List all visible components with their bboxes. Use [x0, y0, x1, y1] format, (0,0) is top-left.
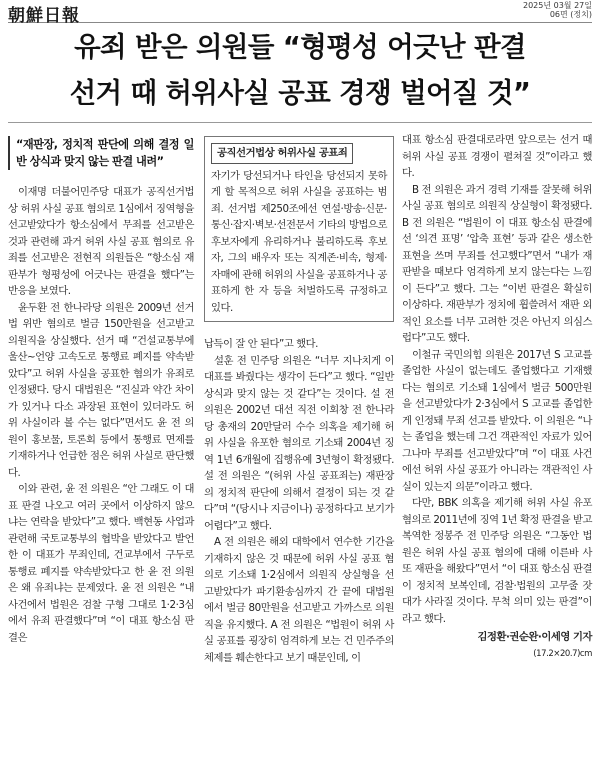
paragraph: 이재명 더불어민주당 대표가 공직선거법상 허위 사실 공표 혐의로 1심에서 징역형을 선고받았다가 항소심에서 무죄를 선고받은 것과 관련해 과거 허위 사실 공표 혐의로 유죄를 선고받은 전현직 의원들은 “항소심 재판부가 형평성에 어긋나는 판결을 했다”는 반응을 보였다.	[8, 186, 194, 297]
article-size: (17.2×20.7)cm	[533, 648, 592, 659]
page-section: 06면 (정치)	[549, 10, 592, 19]
issue-meta	[523, 1, 592, 19]
explainer-box-body: 자기가 당선되거나 타인을 당선되지 못하게 할 목적으로 허위 사실을 공표하는 범죄. 선거법 제250조에선 연설·방송·신문·통신·잡지·벽보·선전문서 기타의 방법으로 후보자에게 유리하거나 불리하도록 후보자, 그의 배우자 또는 직계존·비속, 형제·자매에 관해 허위의 사실을 공표하거나 공표하게 한 자 등을 처벌하도록 규정하고 있다.	[211, 169, 387, 314]
paragraph: 윤두환 전 한나라당 의원은 2009년 선거법 위반 혐의로 벌금 150만원을 선고받고 의원직을 상실했다. 선거 때 “건설교통부에 울산~언양 고속도로 통행료 폐지를 약속받았다”고 허위 사실을 공표한 혐의가 유죄로 인정됐다. 당시 대법원은 “진실과 약간 차이가 있거나 다소 과장된 표현이 있더라도 허위 사실이라 볼 수는 없다”면서도 윤 전 의원이 홍보물, 토론회 등에서 통행료 면제를 기재하거나 언급한 점은 허위 사실로 판단했다.	[8, 301, 194, 479]
headline-line-1: 유죄 받은 의원들 “형평성 어긋난 판결	[74, 31, 526, 63]
headline-line-2: 선거 때 허위사실 공표 경쟁 벌어질 것”	[69, 77, 531, 109]
byline: 김정환·권순완·이세영 기자	[477, 631, 592, 643]
top-bar	[8, 0, 592, 26]
paragraph: 설훈 전 민주당 의원은 “너무 지나치게 이 대표를 봐줬다는 생각이 든다”고 했다. “일반 상식과 맞지 않는 것 같다”는 것이다. 설 전 의원은 2002년 대선 직전 이회창 전 한나라당 총재의 20만달러 수수 의혹을 제기해 허위 사실을 유포한 혐의로 기소돼 2004년 징역 1년 6개월에 집행유예 3년형이 확정됐다. 설 전 의원은 “(허위 사실 공표죄는) 재판장의 정치적 판단에 의해서 결정이 되는 것 같다”며 “(당시나 지금이나) 공정하다고 보기가 어렵다”고 했다.	[204, 354, 394, 532]
paragraph: 납득이 잘 안 된다”고 했다.	[204, 338, 318, 350]
explainer-box-title: 공직선거법상 허위사실 공표죄	[211, 143, 353, 164]
masthead-logo: 朝鮮日報	[8, 6, 80, 26]
paragraph: 대표 항소심 판결대로라면 앞으로는 선거 때 허위 사실 공표 경쟁이 펼쳐질 것”이라고 했다.	[402, 134, 592, 179]
paragraph: 이철규 국민의힘 의원은 2017년 S 고교를 졸업한 사실이 없는데도 졸업했다고 기재했다는 혐의로 기소돼 1심에서 벌금 500만원을 선고받았다가 2·3심에서 S 고교를 졸업한 게 인정돼 무죄 선고를 받았다. 이 의원은 “나는 졸업을 했는데 그건 객관적인 자료가 있어 그나마 무죄를 선고받았다”며 “이 대표 사건에선 허위 사실 공표가 아니라는 객관적인 사실이 있는지 의문”이라고 했다.	[402, 348, 592, 493]
column-1	[8, 132, 194, 646]
headline	[10, 24, 590, 116]
subheadline: “재판장, 정치적 판단에 의해 결정 일반 상식과 맞지 않는 판결 내려”	[8, 136, 194, 170]
headline-divider	[8, 122, 592, 123]
spacer	[204, 322, 394, 336]
paragraph: 다만, BBK 의혹을 제기해 허위 사실 유포 혐의로 2011년에 징역 1년 확정 판결을 받고 복역한 정봉주 전 민주당 의원은 “그동안 법원은 허위 사실 공표 혐의에 대해 이른바 사또 재판을 해왔다”면서 “이 대표 항소심 판결이 정치적 보복인데, 검찰·법원의 고무줄 잣대가 사라질 것이다. 무척 의미 있는 판결”이라고 했다.	[402, 497, 592, 625]
issue-date: 2025년 03월 27일	[523, 1, 592, 10]
paragraph: B 전 의원은 과거 경력 기재를 잘못해 허위 사실 공표 혐의로 의원직 상실형이 확정됐다. B 전 의원은 “법원이 이 대표 항소심 판결에선 ‘의견 표명’ ‘압축 표현’ 등과 같은 생소한 표현을 쓰며 무죄를 선고했다”면서 “내가 재판받을 때보다 엄격하게 보지 않는다는 느낌이 든다”고 했다. 그는 “이번 판결은 확실히 이상하다. 재판부가 정치에 휩쓸려서 재판 외적인 요소를 너무 고려한 것은 아닌지 의심스럽다”고도 했다.	[402, 183, 592, 344]
column-2	[204, 132, 394, 666]
paragraph: A 전 의원은 해외 대학에서 연수한 기간을 기재하지 않은 것 때문에 허위 사실 공표 혐의로 기소돼 1·2심에서 의원직 상실형을 선고받았다가 파기환송심까지 간 끝에 대법원에서 벌금 80만원을 선고받고 가까스로 의원직을 유지했다. A 전 의원은 “법원이 허위 사실 공표를 굉장히 엄격하게 보는 건 민주주의 체제를 훼손한다고 보기 때문인데, 이	[204, 536, 394, 664]
column-3	[402, 132, 592, 662]
explainer-box	[204, 136, 394, 322]
paragraph: 이와 관련, 윤 전 의원은 “안 그래도 이 대표 판결 나오고 여러 곳에서 이상하지 않으냐는 연락을 받았다”고 했다. 백현동 사업과 관련해 국토교통부의 협박을 받았다고 발언한 이 대표가 무죄인데, 건교부에서 구두로 통행료 폐지를 약속받았다고 한 윤 전 의원은 왜 유죄냐는 문제였다. 윤 전 의원은 “내 사건에서 법원은 검찰 구형 그대로 1·2·3심에서 유죄 판결했다”며 “이 대표 항소심 판결은	[8, 483, 194, 644]
